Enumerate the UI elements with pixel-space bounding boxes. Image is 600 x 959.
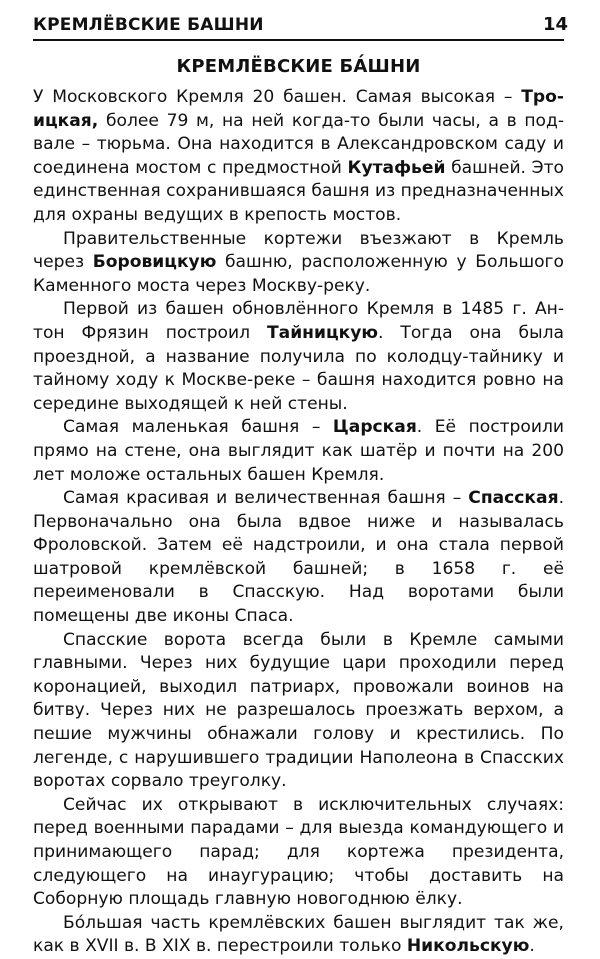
article-body — [33, 86, 564, 959]
paragraph-text: башней. Это единственная сохранившаяся башня из предназначенных для охраны ведущих в крепость мостов. — [33, 157, 564, 225]
running-title: КРЕМЛЁВСКИЕ БАШНИ — [33, 15, 264, 35]
emphasized-tower-name: Боровицкую — [92, 252, 217, 273]
emphasized-tower-name: Никольскую — [406, 936, 530, 957]
emphasized-tower-name: Спасская — [468, 488, 559, 509]
paragraph-text: У Московского Кремля 20 башен. Самая высокая – — [33, 87, 522, 107]
emphasized-tower-name: Кутафьей — [347, 157, 446, 178]
paragraph — [33, 794, 564, 912]
paragraph-text: Самая красивая и величественная башня – — [63, 488, 469, 509]
running-header — [33, 0, 568, 41]
paragraph-text: Правительственные кортежи въезжают в Кремль через — [33, 228, 564, 273]
paragraph-text: Спасские ворота всегда были в Кремле самыми главными. Через них будущие цари проходили перед коронацией, выходил патриарх, провожали воинов на битву. Через них не разрешалось проезжать верхом, а пешие мужчины обнажали голову и крестились. По легенде, с нарушившего традиции Наполеона в Спасских воротах сорвало треуголку. — [33, 629, 564, 792]
emphasized-tower-name: Тайницкую — [267, 322, 378, 343]
paragraph — [33, 912, 564, 959]
article-title: КРЕМЛЁВСКИЕ БА́ШНИ — [176, 56, 421, 77]
paragraph — [33, 416, 564, 487]
paragraph-text: башню, расположенную у Большого Каменного моста через Москву-реку. — [33, 252, 564, 296]
paragraph-text: . — [529, 936, 535, 957]
emphasized-tower-name: Троицкая, — [33, 87, 564, 131]
paragraph — [33, 86, 564, 228]
paragraph — [33, 629, 564, 794]
paragraph — [33, 298, 564, 416]
emphasized-tower-name: Царская — [332, 417, 417, 438]
paragraph-text: Самая маленькая башня – — [63, 417, 333, 438]
paragraph-text: . Её построили прямо на стене, она выглядит как шатёр и почти на 200 лет моложе остальных башен Кремля. — [33, 417, 565, 485]
paragraph-text: более 79 м, на ней когда-то были часы, а в подвале – тюрьма. Она находится в Александровском саду и соединена мостом с предмостной — [33, 110, 564, 178]
paragraph-text: Первой из башен обновлённого Кремля в 1485 г. Антон Фрязин построил — [33, 299, 564, 343]
paragraph-text: . Тогда она была проездной, а название получила по колодцу-тайнику и тайному ходу к Москве-реке – башня находится ровно на середине выходящей к ней стены. — [33, 322, 564, 414]
paragraph-text: Сейчас их открывают в исключительных случаях: перед военными парадами – для выезда командующего и принимающего парад; для кортежа президента, следующего на инаугурацию; чтобы доставить на Соборную площадь главную новогоднюю ёлку. — [33, 794, 564, 910]
paragraph — [33, 228, 564, 299]
paragraph-text: Бо́льшая часть кремлёвских башен выглядит так же, как в XVII в. В XIX в. перестроили только — [33, 912, 564, 957]
page-number: 14 — [542, 14, 568, 35]
paragraph-text: . Первоначально она была вдвое ниже и называлась Фроловской. Затем её надстроили, и она стала первой шатровой кремлёвской башней; в 1658 г. её переименовали в Спасскую. Над воротами были помещены две иконы Спаса. — [33, 488, 564, 627]
paragraph — [33, 487, 564, 629]
